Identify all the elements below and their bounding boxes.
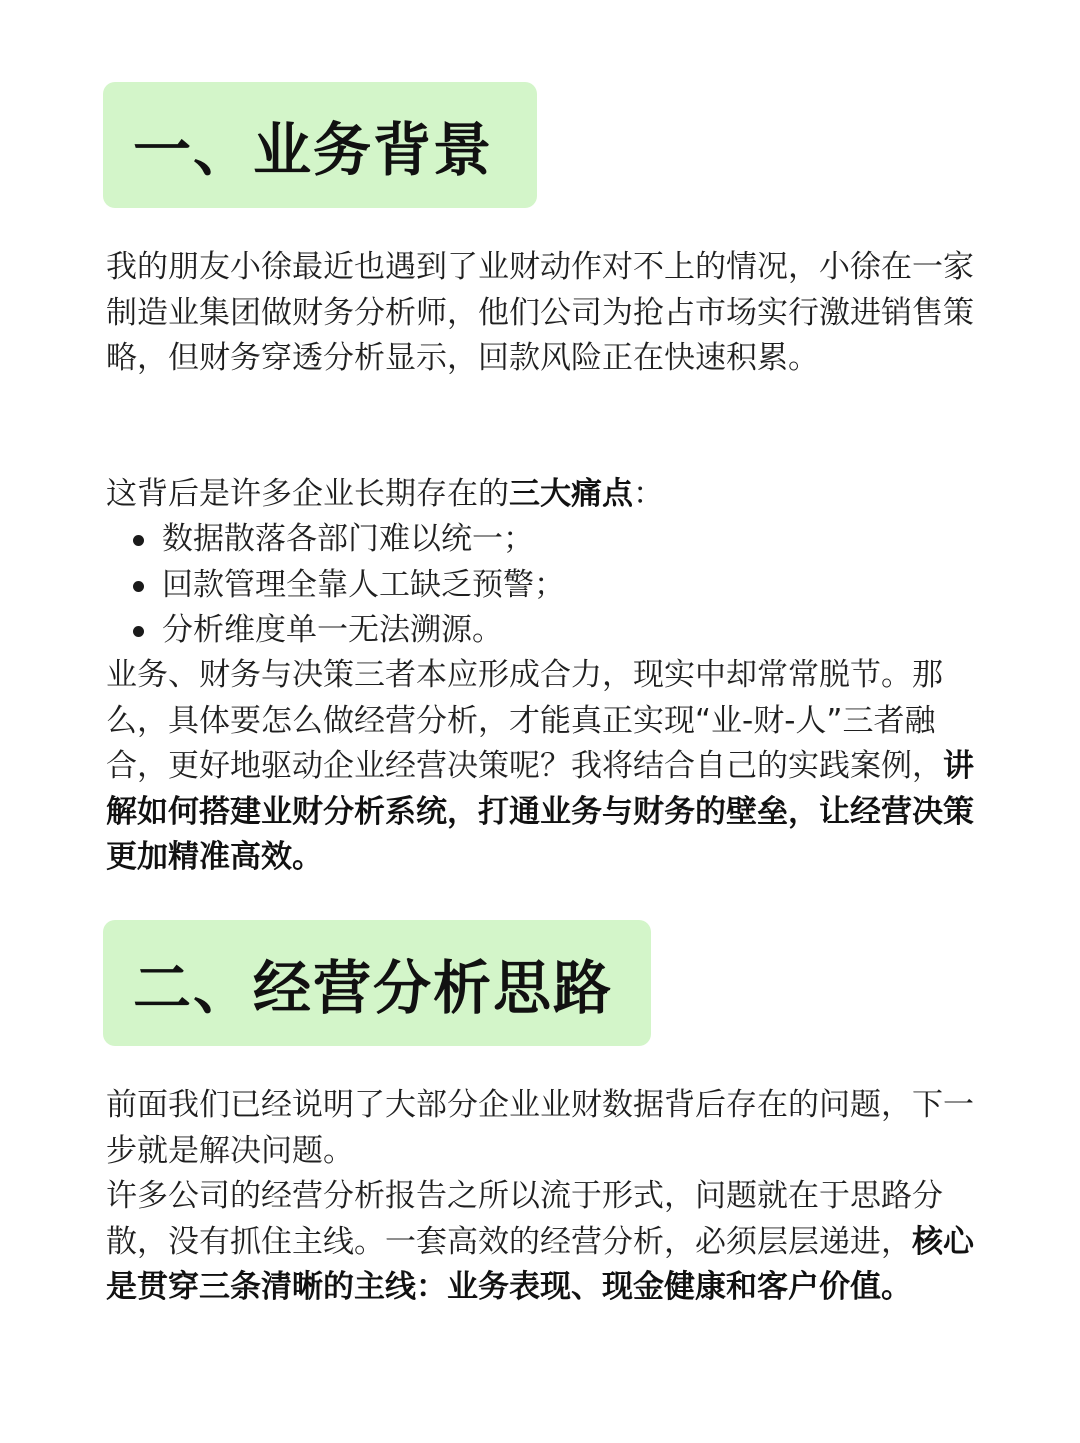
intro-paragraph: 我的朋友小徐最近也遇到了业财动作对不上的情况，小徐在一家制造业集团做财务分析师，他们公司为抢占市场实行激进销售策略，但财务穿透分析显示，回款风险正在快速积累。: [106, 249, 974, 376]
section-heading-box: [103, 920, 651, 1046]
closing-bold-text: 讲解如何搭建业财分析系统，打通业务与财务的壁垒，让经营决策更加精准高效。: [106, 748, 974, 875]
bullet-dot-icon: [133, 581, 144, 592]
closing-paragraph: [106, 653, 976, 881]
section-title: 二、经营分析思路: [133, 954, 614, 1022]
section2-paragraph-2: [106, 1174, 976, 1311]
pain-colon: ：: [633, 476, 664, 512]
pain-lead-text: 这背后是许多企业长期存在的: [106, 476, 509, 512]
list-item-text: 回款管理全靠人工缺乏预警；: [162, 566, 565, 603]
pain-points-lead: [106, 472, 976, 518]
list-item: [106, 608, 976, 654]
list-item-text: 分析维度单一无法溯源。: [162, 612, 503, 648]
bullet-dot-icon: [133, 626, 144, 637]
section-heading-box: [103, 82, 537, 208]
list-item: [106, 517, 976, 563]
pain-bold-text: 三大痛点: [509, 476, 633, 512]
section-title: 一、业务背景: [133, 116, 494, 184]
closing-plain-text: 业务、财务与决策三者本应形成合力，现实中却常常脱节。那么，具体要怎么做经营分析，才能真正实现“业-财-人”三者融合，更好地驱动企业经营决策呢？我将结合自己的实践案例，: [106, 657, 943, 784]
para2-plain-text: 许多公司的经营分析报告之所以流于形式，问题就在于思路分散，没有抓住主线。一套高效的经营分析，必须层层递进，: [106, 1178, 943, 1260]
para2-bold-text: 核心是贯穿三条清晰的主线：业务表现、现金健康和客户价值。: [106, 1223, 974, 1305]
section2-paragraph-1: 前面我们已经说明了大部分企业业财数据背后存在的问题，下一步就是解决问题。: [106, 1087, 974, 1169]
pain-points-list: [106, 517, 976, 654]
bullet-dot-icon: [133, 535, 144, 546]
list-item-text: 数据散落各部门难以统一；: [162, 521, 534, 557]
list-item: [106, 563, 976, 609]
